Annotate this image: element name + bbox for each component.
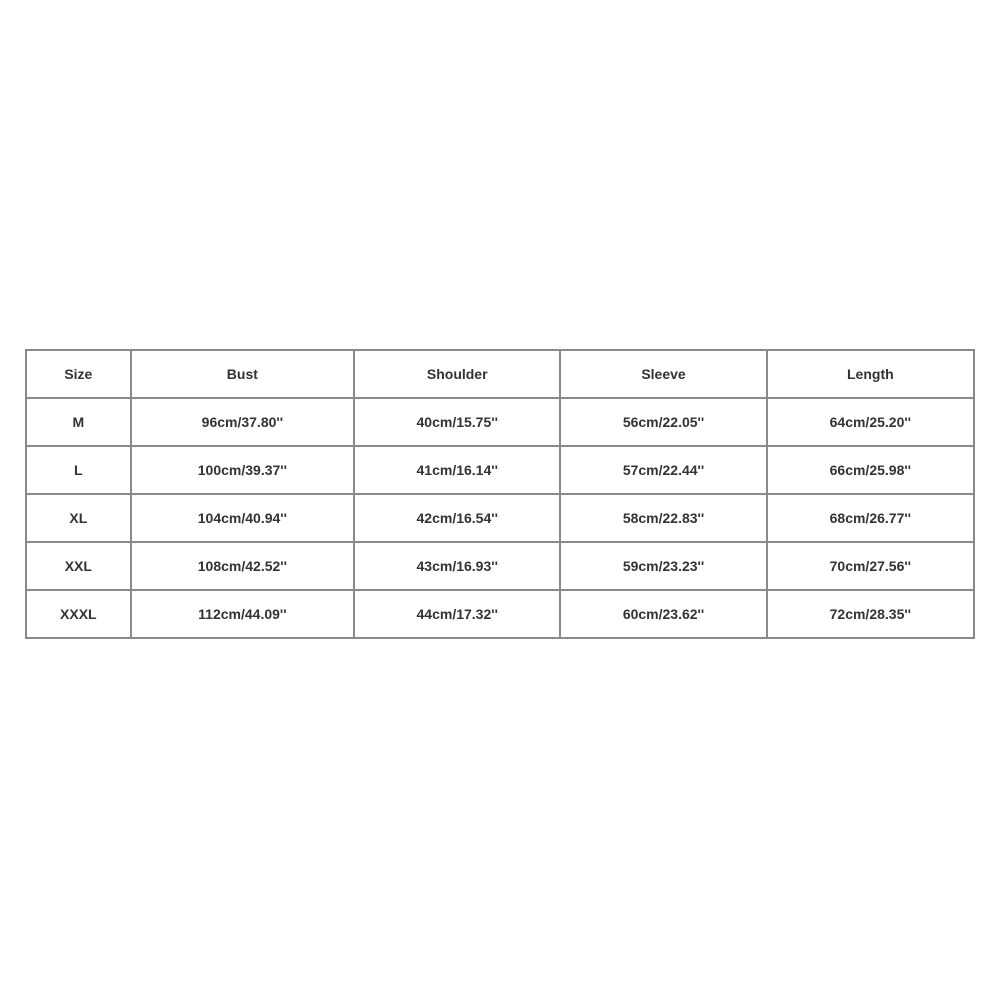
cell-shoulder: 42cm/16.54'' [354,494,560,542]
table-row [26,446,974,494]
cell-size: M [26,398,131,446]
cell-sleeve: 60cm/23.62'' [560,590,766,638]
cell-bust: 96cm/37.80'' [131,398,354,446]
table-row [26,494,974,542]
header-bust: Bust [131,350,354,398]
table-row [26,398,974,446]
cell-size: XL [26,494,131,542]
header-row [26,350,974,398]
header-sleeve: Sleeve [560,350,766,398]
cell-bust: 108cm/42.52'' [131,542,354,590]
cell-bust: 112cm/44.09'' [131,590,354,638]
cell-bust: 100cm/39.37'' [131,446,354,494]
table-row [26,590,974,638]
cell-bust: 104cm/40.94'' [131,494,354,542]
header-length: Length [767,350,974,398]
cell-sleeve: 57cm/22.44'' [560,446,766,494]
header-size: Size [26,350,131,398]
cell-sleeve: 59cm/23.23'' [560,542,766,590]
cell-shoulder: 43cm/16.93'' [354,542,560,590]
cell-sleeve: 56cm/22.05'' [560,398,766,446]
cell-sleeve: 58cm/22.83'' [560,494,766,542]
table-row [26,542,974,590]
cell-shoulder: 44cm/17.32'' [354,590,560,638]
cell-length: 64cm/25.20'' [767,398,974,446]
cell-shoulder: 40cm/15.75'' [354,398,560,446]
cell-length: 66cm/25.98'' [767,446,974,494]
header-shoulder: Shoulder [354,350,560,398]
size-chart-table [25,349,975,639]
cell-size: XXXL [26,590,131,638]
cell-length: 72cm/28.35'' [767,590,974,638]
cell-size: L [26,446,131,494]
cell-length: 68cm/26.77'' [767,494,974,542]
cell-size: XXL [26,542,131,590]
cell-shoulder: 41cm/16.14'' [354,446,560,494]
cell-length: 70cm/27.56'' [767,542,974,590]
